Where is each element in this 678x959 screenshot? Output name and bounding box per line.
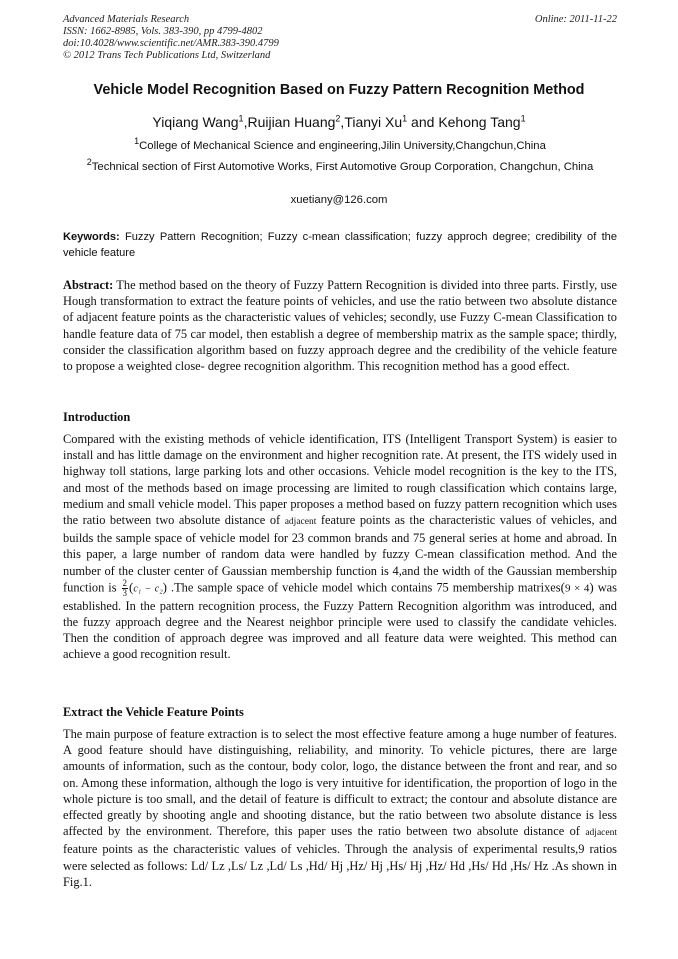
affiliation-mark: 2 <box>86 157 92 168</box>
extract-paragraph <box>63 726 617 890</box>
abstract-text: The method based on the theory of Fuzzy Pattern Recognition is divided into three parts. Firstly, use Hough transformation to extract the feature points of vehicles, and use the ratio between two absolute distance of adjacent feature points as the characteristic values of vehicles; secondly, use Fuzzy C-mean Classification to handle feature data of 75 car model, then establish a degree of membership matrix as the sample space; thirdly, consider the classification algorithm based on fuzzy approach degree and the credibility of the vehicle feature to propose a weighted close- degree recognition algorithm. This recognition method has a good effect. <box>63 278 617 374</box>
math-expression: 9 × 4 <box>564 582 590 595</box>
author-list <box>20 114 658 130</box>
affiliation-1 <box>60 138 620 154</box>
author-name: Yiqiang Wang <box>152 114 239 130</box>
contact-email[interactable]: xuetiany@126.com <box>290 194 388 206</box>
paragraph-text: .As shown in Fig.1. <box>63 858 618 889</box>
author-affiliation-mark: 1 <box>520 113 526 124</box>
keywords-text: Fuzzy Pattern Recognition; Fuzzy c-mean classification; fuzzy approch degree; credibility of the vehicle feature <box>63 231 617 259</box>
paragraph-text: .The sample space of vehicle model which contains 75 membership matrixes <box>167 580 561 595</box>
paragraph-text-small: adjacent <box>284 517 317 528</box>
journal-name: Advanced Materials Research <box>63 14 190 25</box>
affiliation-text: College of Mechanical Science and engineering,Jilin University,Changchun,China <box>139 140 546 152</box>
paragraph-text: The main purpose of feature extraction is to select the most effective feature among a huge number of features. A good feature should have distinguishing, reliability, and minority. To vehicle pictures, there are large amounts of information, such as the contour, body color, logo, the distance between the front and rear, and so on. Among these information, although the logo is very intuitive for identification, the proportion of logo in the whole picture is too small, and the detail of feature is difficult to extract; the contour and absolute distance are effected greatly by shooting angle and shooting distance, but the ratio between two absolute distance is less affected by the environment. Therefore, this paper uses the ratio between two absolute distance of <box>63 727 617 839</box>
author-and: and <box>407 114 439 130</box>
paragraph-text: feature points as the characteristic values of vehicles. Through the analysis of experimental results,9 ratios were selected as follows: <box>63 842 617 873</box>
author-name: Kehong Tang <box>438 114 521 130</box>
section-heading-introduction: Introduction <box>63 410 131 424</box>
online-date: Online: 2011-11-22 <box>534 14 617 25</box>
author-separator: , <box>243 114 248 130</box>
abstract <box>63 277 617 374</box>
doi-line[interactable]: doi:10.4028/www.scientific.net/AMR.383-390.4799 <box>63 38 279 49</box>
paragraph-text: Compared with the existing methods of vehicle identification, ITS (Intelligent Transport System) is easier to install and has little damage on the environment and higher recognition rate. At present, the ITS widely used in highway toll stations, large parking lots and other occasions. Vehicle model recognition is the key to the ITS, and most of the methods based on image processing are limited to rough classification which contains large, medium and small vehicle model. This paper proposes a method based on fuzzy pattern recognition which uses the ratio between two absolute distance of <box>63 432 617 528</box>
section-heading-extract: Extract the Vehicle Feature Points <box>63 705 244 719</box>
paragraph-text-small: adjacent <box>585 828 617 839</box>
keywords-label: Keywords: <box>63 231 120 243</box>
affiliation-mark: 1 <box>134 136 140 147</box>
author-affiliation-mark: 1 <box>238 113 244 124</box>
affiliation-2 <box>60 159 620 175</box>
abstract-label: Abstract: <box>63 278 114 292</box>
author-name: Tianyi Xu <box>344 114 403 130</box>
ratio-list: Ld/ Lz ,Ls/ Lz ,Ld/ Ls ,Hd/ Hj ,Hz/ Hj ,Hs/ Hj ,Hz/ Hd ,Hs/ Hd ,Hs/ Hz <box>191 858 549 873</box>
affiliation-text: Technical section of First Automotive Works, First Automotive Group Corporation, Changchun, China <box>91 161 594 173</box>
math-expression: c₁ − c₂ <box>133 583 163 595</box>
paragraph-text: feature points as the characteristic values of vehicles, and builds the sample space of vehicle model for 23 common brands and 75 general series at home and abroad. In this paper, a large number of random data were handled by fuzzy C-mean classification method. And the number of the cluster center of Gaussian membership function is 4,and the width of the Gaussian membership function is <box>63 513 617 595</box>
introduction-paragraph: Compared with the existing methods of vehicle identification, ITS (Intelligent Transport System) is easier to install and has little damage on the environment and higher recognition rate. At present, the ITS widely used in highway toll stations, large parking lots and other occasions. Vehicle model recognition is the key to the ITS, and most of the methods based on image processing are limited to rough classification which contains large, medium and small vehicle model. This paper proposes a method based on fuzzy pattern recognition which uses the ratio between two absolute distance of adjacent feature points as the characteristic values of vehicles, and builds the sample space of vehicle model for 23 common brands and 75 general series at home and abroad. In this paper, a large number of random data were handled by fuzzy C-mean classification method. And the number of the cluster center of Gaussian membership function is 4,and the width of the Gaussian membership function is $\frac{2}{3}$ (c₁ − c₂) .The sample space of vehicle model which contains 75 membership matrixes(9 × 4) was established. In the pattern recognition process, the Fuzzy Pattern Recognition algorithm was introduced, and the fuzzy approach degree and the Nearest neighbor principle were used to classify the candidate vehicles. Then the condition of approach degree was improved and all feature data were weighted. This method can achieve a good recognition result. <box>63 432 617 662</box>
fraction-denominator: 3 <box>122 587 127 598</box>
fraction-numerator: 2 <box>122 577 127 588</box>
author-affiliation-mark: 1 <box>402 113 408 124</box>
copyright-line: © 2012 Trans Tech Publications Ltd, Switzerland <box>63 50 271 61</box>
issn-line: ISSN: 1662-8985, Vols. 383-390, pp 4799-4802 <box>63 26 263 37</box>
author-separator: , <box>340 114 345 130</box>
keywords <box>63 229 617 261</box>
journal-header <box>63 14 617 62</box>
fraction <box>122 579 129 598</box>
paragraph-text: was established. In the pattern recognition process, the Fuzzy Pattern Recognition algorithm was introduced, and the fuzzy approach degree and the Nearest neighbor principle were used to classify the candidate vehicles. Then the condition of approach degree was improved and all feature data were weighted. This method can achieve a good recognition result. <box>63 580 617 662</box>
author-name: Ruijian Huang <box>247 114 336 130</box>
author-affiliation-mark: 2 <box>335 113 341 124</box>
paper-title: Vehicle Model Recognition Based on Fuzzy Pattern Recognition Method <box>93 82 585 98</box>
